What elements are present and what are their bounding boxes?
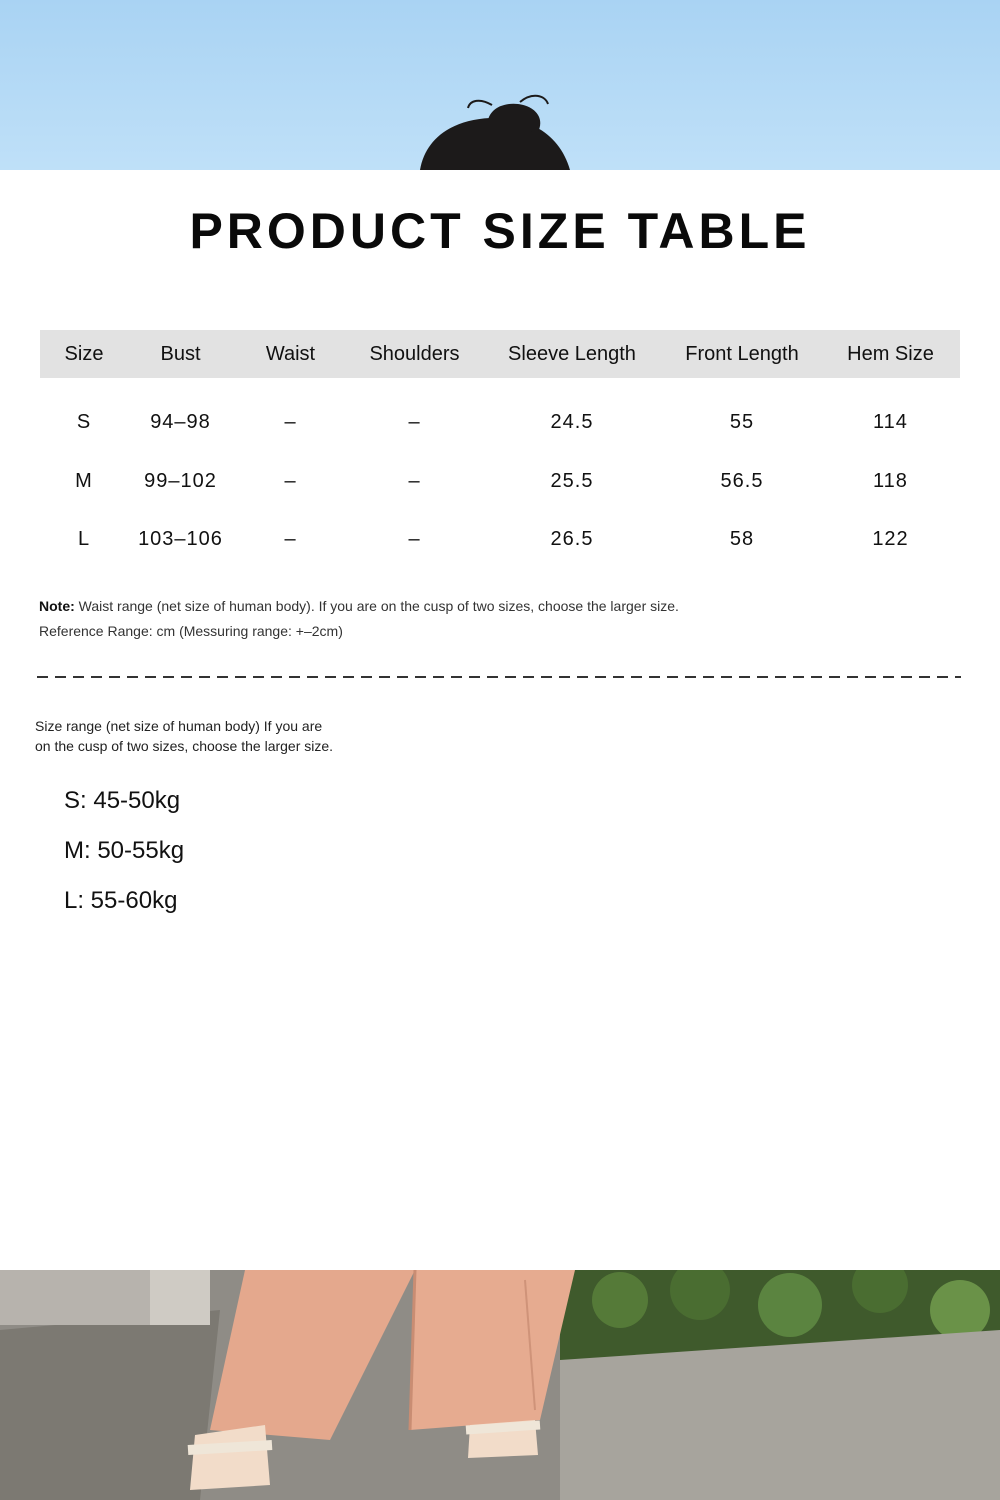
weight-item-l: L: 55-60kg [64, 887, 178, 914]
header-waist: Waist [233, 330, 348, 378]
size-table [40, 330, 960, 568]
cell-front-length: 55 [729, 410, 755, 433]
header-sleeve-length: Sleeve Length [481, 330, 663, 378]
cell-bust: 99–102 [144, 469, 217, 492]
cell-size: S [76, 410, 92, 433]
cell-waist: – [284, 527, 297, 550]
bottom-photo [0, 1270, 1000, 1500]
cell-shoulders: – [408, 469, 421, 492]
size-note [39, 594, 679, 644]
table-header-row [40, 330, 960, 378]
table-row [40, 378, 960, 452]
model-legs-image [0, 1270, 1000, 1500]
header-size: Size [40, 330, 128, 378]
cell-shoulders: – [408, 527, 421, 550]
cell-front-length: 58 [729, 527, 755, 550]
weight-item-s: S: 45-50kg [64, 787, 181, 814]
note-label: Note: [39, 598, 75, 614]
weight-list [64, 786, 184, 936]
header-bust: Bust [128, 330, 233, 378]
cell-waist: – [284, 410, 297, 433]
size-range-line: on the cusp of two sizes, choose the larger size. [35, 738, 334, 754]
cell-shoulders: – [408, 410, 421, 433]
header-hem-size: Hem Size [821, 330, 960, 378]
reference-range: Reference Range: cm (Messuring range: +–2cm) [39, 623, 343, 639]
top-photo-sky [0, 0, 1000, 170]
cell-bust: 94–98 [150, 410, 211, 433]
dashed-divider [37, 676, 961, 678]
cell-size: M [75, 469, 93, 492]
cell-hem-size: 122 [872, 527, 909, 550]
table-row [40, 452, 960, 510]
page-title: PRODUCT SIZE TABLE [189, 203, 811, 259]
cell-sleeve-length: 24.5 [550, 410, 594, 433]
cell-hem-size: 118 [873, 469, 908, 492]
size-range-text [35, 716, 375, 756]
table-row [40, 510, 960, 568]
size-card [0, 170, 1000, 1270]
cell-sleeve-length: 25.5 [550, 469, 594, 492]
header-front-length: Front Length [663, 330, 821, 378]
note-text: Waist range (net size of human body). If you are on the cusp of two sizes, choose the larger size. [74, 598, 679, 614]
cell-sleeve-length: 26.5 [550, 527, 594, 550]
cell-hem-size: 114 [873, 410, 908, 433]
header-shoulders: Shoulders [348, 330, 481, 378]
model-head-image [0, 0, 1000, 170]
size-range-line: Size range (net size of human body) If you are [35, 718, 323, 734]
weight-item-m: M: 50-55kg [64, 837, 185, 864]
cell-front-length: 56.5 [720, 469, 764, 492]
cell-waist: – [284, 469, 297, 492]
cell-size: L [77, 527, 91, 550]
cell-bust: 103–106 [138, 527, 223, 550]
